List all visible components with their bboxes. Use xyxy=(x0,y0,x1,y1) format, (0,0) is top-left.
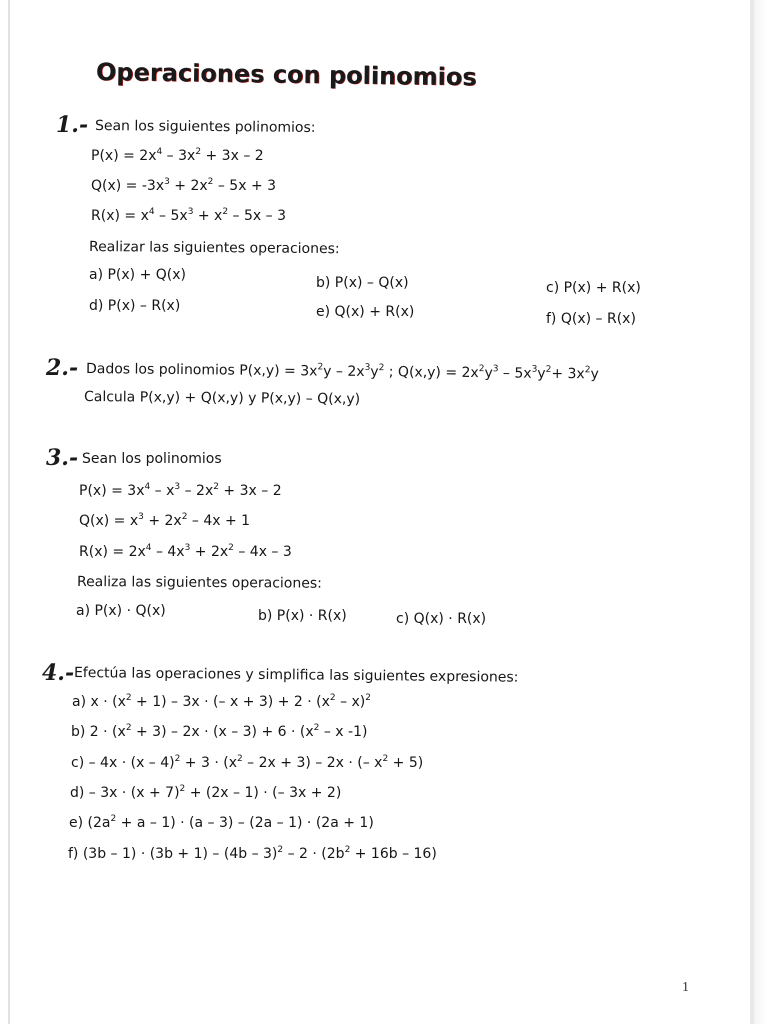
scan-right-shade xyxy=(754,0,768,1024)
exercise-3-instruction: Realiza las siguientes operaciones: xyxy=(76,574,322,592)
exercise-1-op-f: f) Q(x) – R(x) xyxy=(546,311,636,327)
exercise-2-task: Calcula P(x,y) + Q(x,y) y P(x,y) – Q(x,y) xyxy=(83,389,361,408)
page-title: Operaciones con polinomios xyxy=(95,58,477,92)
exercise-4-expr-b: b) $2 \cdot (x^2 + 3) - 2x \cdot (x - 3) + 6 \cdot (x^2 - x$ -1) xyxy=(71,723,368,740)
exercise-1-op-a: a) P(x) + Q(x) xyxy=(89,267,187,283)
exercise-1-polynomial-r: $R(x) = x^4 - 5x^3 + x^2 - 5x - 3$ xyxy=(91,207,286,224)
exercise-4-expr-f: f) $(3b - 1) \cdot (3b + 1) - (4b - 3)^2 - 2 \cdot (2b^2 + 16b - 16)$ xyxy=(68,845,437,862)
exercise-4-expr-d: $d) - 3x \cdot (x + 7)^2 + (2x - 1)$ · (– 3x + 2) xyxy=(70,784,342,801)
exercise-3-op-a: a) P(x) · Q(x) xyxy=(76,603,166,619)
exercise-3-op-c: c) Q(x) · R(x) xyxy=(396,611,487,627)
exercise-4-expr-e: e) $(2a^2 + a - 1) \cdot (a - 3) - (2a - 1) \cdot (2a + 1)$ xyxy=(69,814,374,831)
exercise-1-op-b: b) P(x) – Q(x) xyxy=(316,275,409,291)
exercise-1-number: 1.- xyxy=(56,112,89,138)
exercise-1-op-e: e) Q(x) + R(x) xyxy=(316,304,415,320)
scan-left-edge xyxy=(8,0,10,1024)
exercise-3-polynomial-q: $Q(x) = x^3 + 2x^2 - 4x + 1$ xyxy=(79,512,251,529)
exercise-1-polynomial-q: $Q(x) = -3x^3 + 2x^2 - 5x + 3$ xyxy=(91,177,277,194)
exercise-2-number: 2.- xyxy=(46,355,79,381)
exercise-2-statement: Dados los polinomios $P(x,y) = 3x^2y - 2x^3y^2$ ; $Q(x,y) = 2x^2y^3 - 5x^3y^2+ 3x^2y$ xyxy=(85,361,599,383)
exercise-4-number: 4.- xyxy=(42,660,75,686)
exercise-1-op-d: d) P(x) – R(x) xyxy=(89,298,181,314)
exercise-4-expr-c: $c) - 4x \cdot (x - 4)^2 + 3 \cdot (x^2 - 2x + 3) - 2x$ · (– $x^2 + 5$) xyxy=(71,754,424,771)
exercise-4-intro: Efectúa las operaciones y simplifica las siguientes expresiones: xyxy=(73,665,519,686)
exercise-3-op-b: b) P(x) · R(x) xyxy=(258,608,347,624)
exercise-1-op-c: c) P(x) + R(x) xyxy=(546,280,641,296)
exercise-4-expr-a: a) $x \cdot (x^2 + 1) - 3x$ · (– $x + 3) + 2 \cdot (x^2 - x)^2$ xyxy=(72,693,372,710)
exercise-3-polynomial-r: $R(x) = 2x^4 - 4x^3 + 2x^2 - 4x - 3$ xyxy=(79,543,292,560)
exercise-3-number: 3.- xyxy=(46,445,79,471)
exercise-3-intro: Sean los polinomios xyxy=(82,451,222,467)
exercise-1-polynomial-p: $P(x) = 2x^4 - 3x^2 + 3x - 2$ xyxy=(91,147,264,164)
exercise-3-polynomial-p: $P(x) = 3x^4 - x^3 - 2x^2 + 3x - 2$ xyxy=(79,482,282,499)
exercise-1-instruction: Realizar las siguientes operaciones: xyxy=(88,239,340,258)
exercise-1-intro: Sean los siguientes polinomios: xyxy=(94,118,316,136)
page-number: 1 xyxy=(682,980,689,995)
